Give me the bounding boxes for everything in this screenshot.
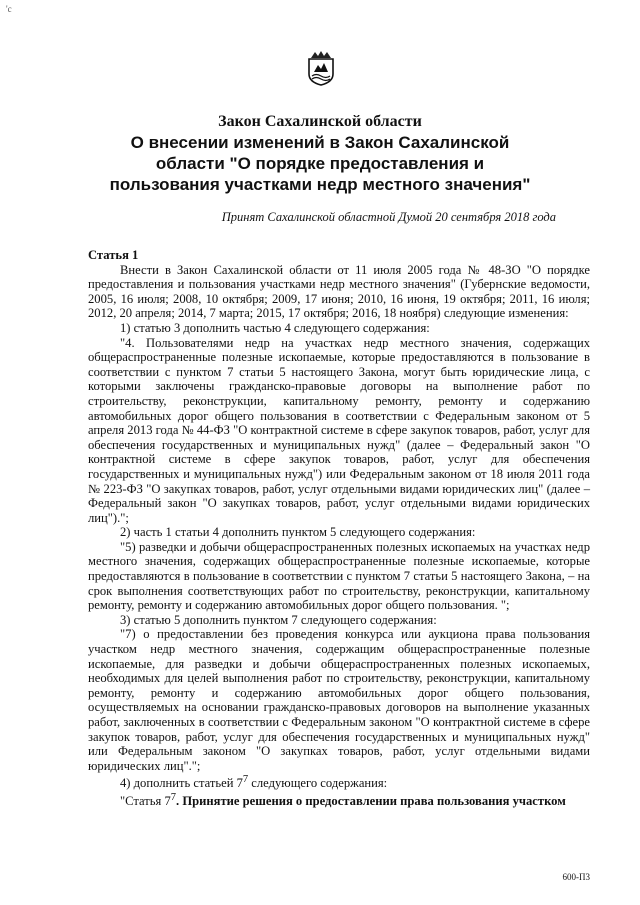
title-line-1: Закон Сахалинской области <box>218 113 422 130</box>
item-1: 1) статью 3 дополнить частью 4 следующего содержания: <box>120 320 430 335</box>
document-code: 600-П3 <box>562 872 590 882</box>
item-2: 2) часть 1 статьи 4 дополнить пунктом 5 следующего содержания: <box>120 525 476 540</box>
article-heading: Статья 1 <box>88 248 139 262</box>
intro-paragraph: Внести в Закон Сахалинской области от 11 июля 2005 года № 48-ЗО "О порядке предоставления и пользования участками недр местного значения" (Губернские ведомости, 2005, 16 июля; 2008, 10 октября; 2009, 17 июня; 2010, 16 июня, 19 октября; 2011, 16 июля; 2012, 20 апреля; 2014, 7 марта; 2015, 17 октября; 2016, 18 ноября) следующие изменения: <box>88 262 590 321</box>
quote-4-heading: . Принятие решения о предоставлении права пользования участком <box>176 794 566 809</box>
corner-mark: 'с <box>6 4 12 14</box>
quote-4 <box>88 791 590 809</box>
item-4 <box>88 773 590 791</box>
document-title <box>60 112 580 195</box>
title-line-3: области "О порядке предоставления и <box>155 154 485 173</box>
title-line-4: пользования участками недр местного значения" <box>109 175 531 194</box>
quote-1: "4. Пользователями недр на участках недр местного значения, содержащих общераспространенные полезные ископаемые, которые предоставляются в пользование в соответствии с пунктом 7 статьи 5 настоящего Закона, могут быть юридические лица, с которыми заключены гражданско-правовые договоры на выполнение работ по строительству, реконструкции, капитальному ремонту, ремонту и содержанию автомобильных дорог общего пользования в соответствии с Федеральным законом от 5 апреля 2013 года № 44-ФЗ "О контрактной системе в сфере закупок товаров, работ, услуг для обеспечения государственных и муниципальных нужд" (далее – Федеральный закон "О контрактной системе в сфере закупок товаров, работ, услуг для обеспечения государственных и муниципальных нужд") или Федеральным законом от 18 июля 2011 года № 223-ФЗ "О закупках товаров, работ, услуг отдельными видами юридических лиц" (далее – Федеральный закон "О закупках товаров, работ, услуг отдельными видами юридических лиц")."; <box>88 335 590 525</box>
item-3: 3) статью 5 дополнить пунктом 7 следующего содержания: <box>120 612 437 627</box>
quote-3: "7) о предоставлении без проведения конкурса или аукциона права пользования участком недр местного значения, содержащим общераспространенные полезные ископаемые, для разведки и добычи общераспространенных полезных ископаемых, необходимых для целей выполнения работ по строительству, реконструкции, капитальному ремонту, ремонту и содержанию автомобильных дорог общего пользования, осуществляемых на основании гражданско-правовых договоров на выполнение указанных работ, заключенных в соответствии с Федеральным законом "О контрактной системе в сфере закупок товаров, работ, услуг для обеспечения государственных и муниципальных нужд" или Федеральным законом "О закупках товаров, работ, услуг отдельными видами юридических лиц"."; <box>88 627 590 773</box>
quote-2: "5) разведки и добычи общераспространенных полезных ископаемых на участках недр местного значения, содержащих общераспространенные полезные ископаемые, которые предоставляются в пользование в соответствии с пунктом 7 статьи 5 настоящего Закона, – на срок выполнения соответствующих работ по строительству, реконструкции, капитальному ремонту, ремонту и содержанию автомобильных дорог общего пользования. "; <box>88 539 590 613</box>
quote-4-prefix: "Статья 7 <box>120 794 171 809</box>
item-4-sup: 7 <box>242 774 249 786</box>
quote-4-sup: 7 <box>170 792 177 804</box>
sakhalin-coat-of-arms-icon <box>306 48 336 86</box>
item-4-rest: следующего содержания: <box>248 776 388 791</box>
document-body <box>88 248 590 809</box>
item-4-text: 4) дополнить статьей 7 <box>120 776 243 791</box>
title-line-2: О внесении изменений в Закон Сахалинской <box>130 133 510 152</box>
adoption-note: Принят Сахалинской областной Думой 20 сентября 2018 года <box>221 210 556 224</box>
